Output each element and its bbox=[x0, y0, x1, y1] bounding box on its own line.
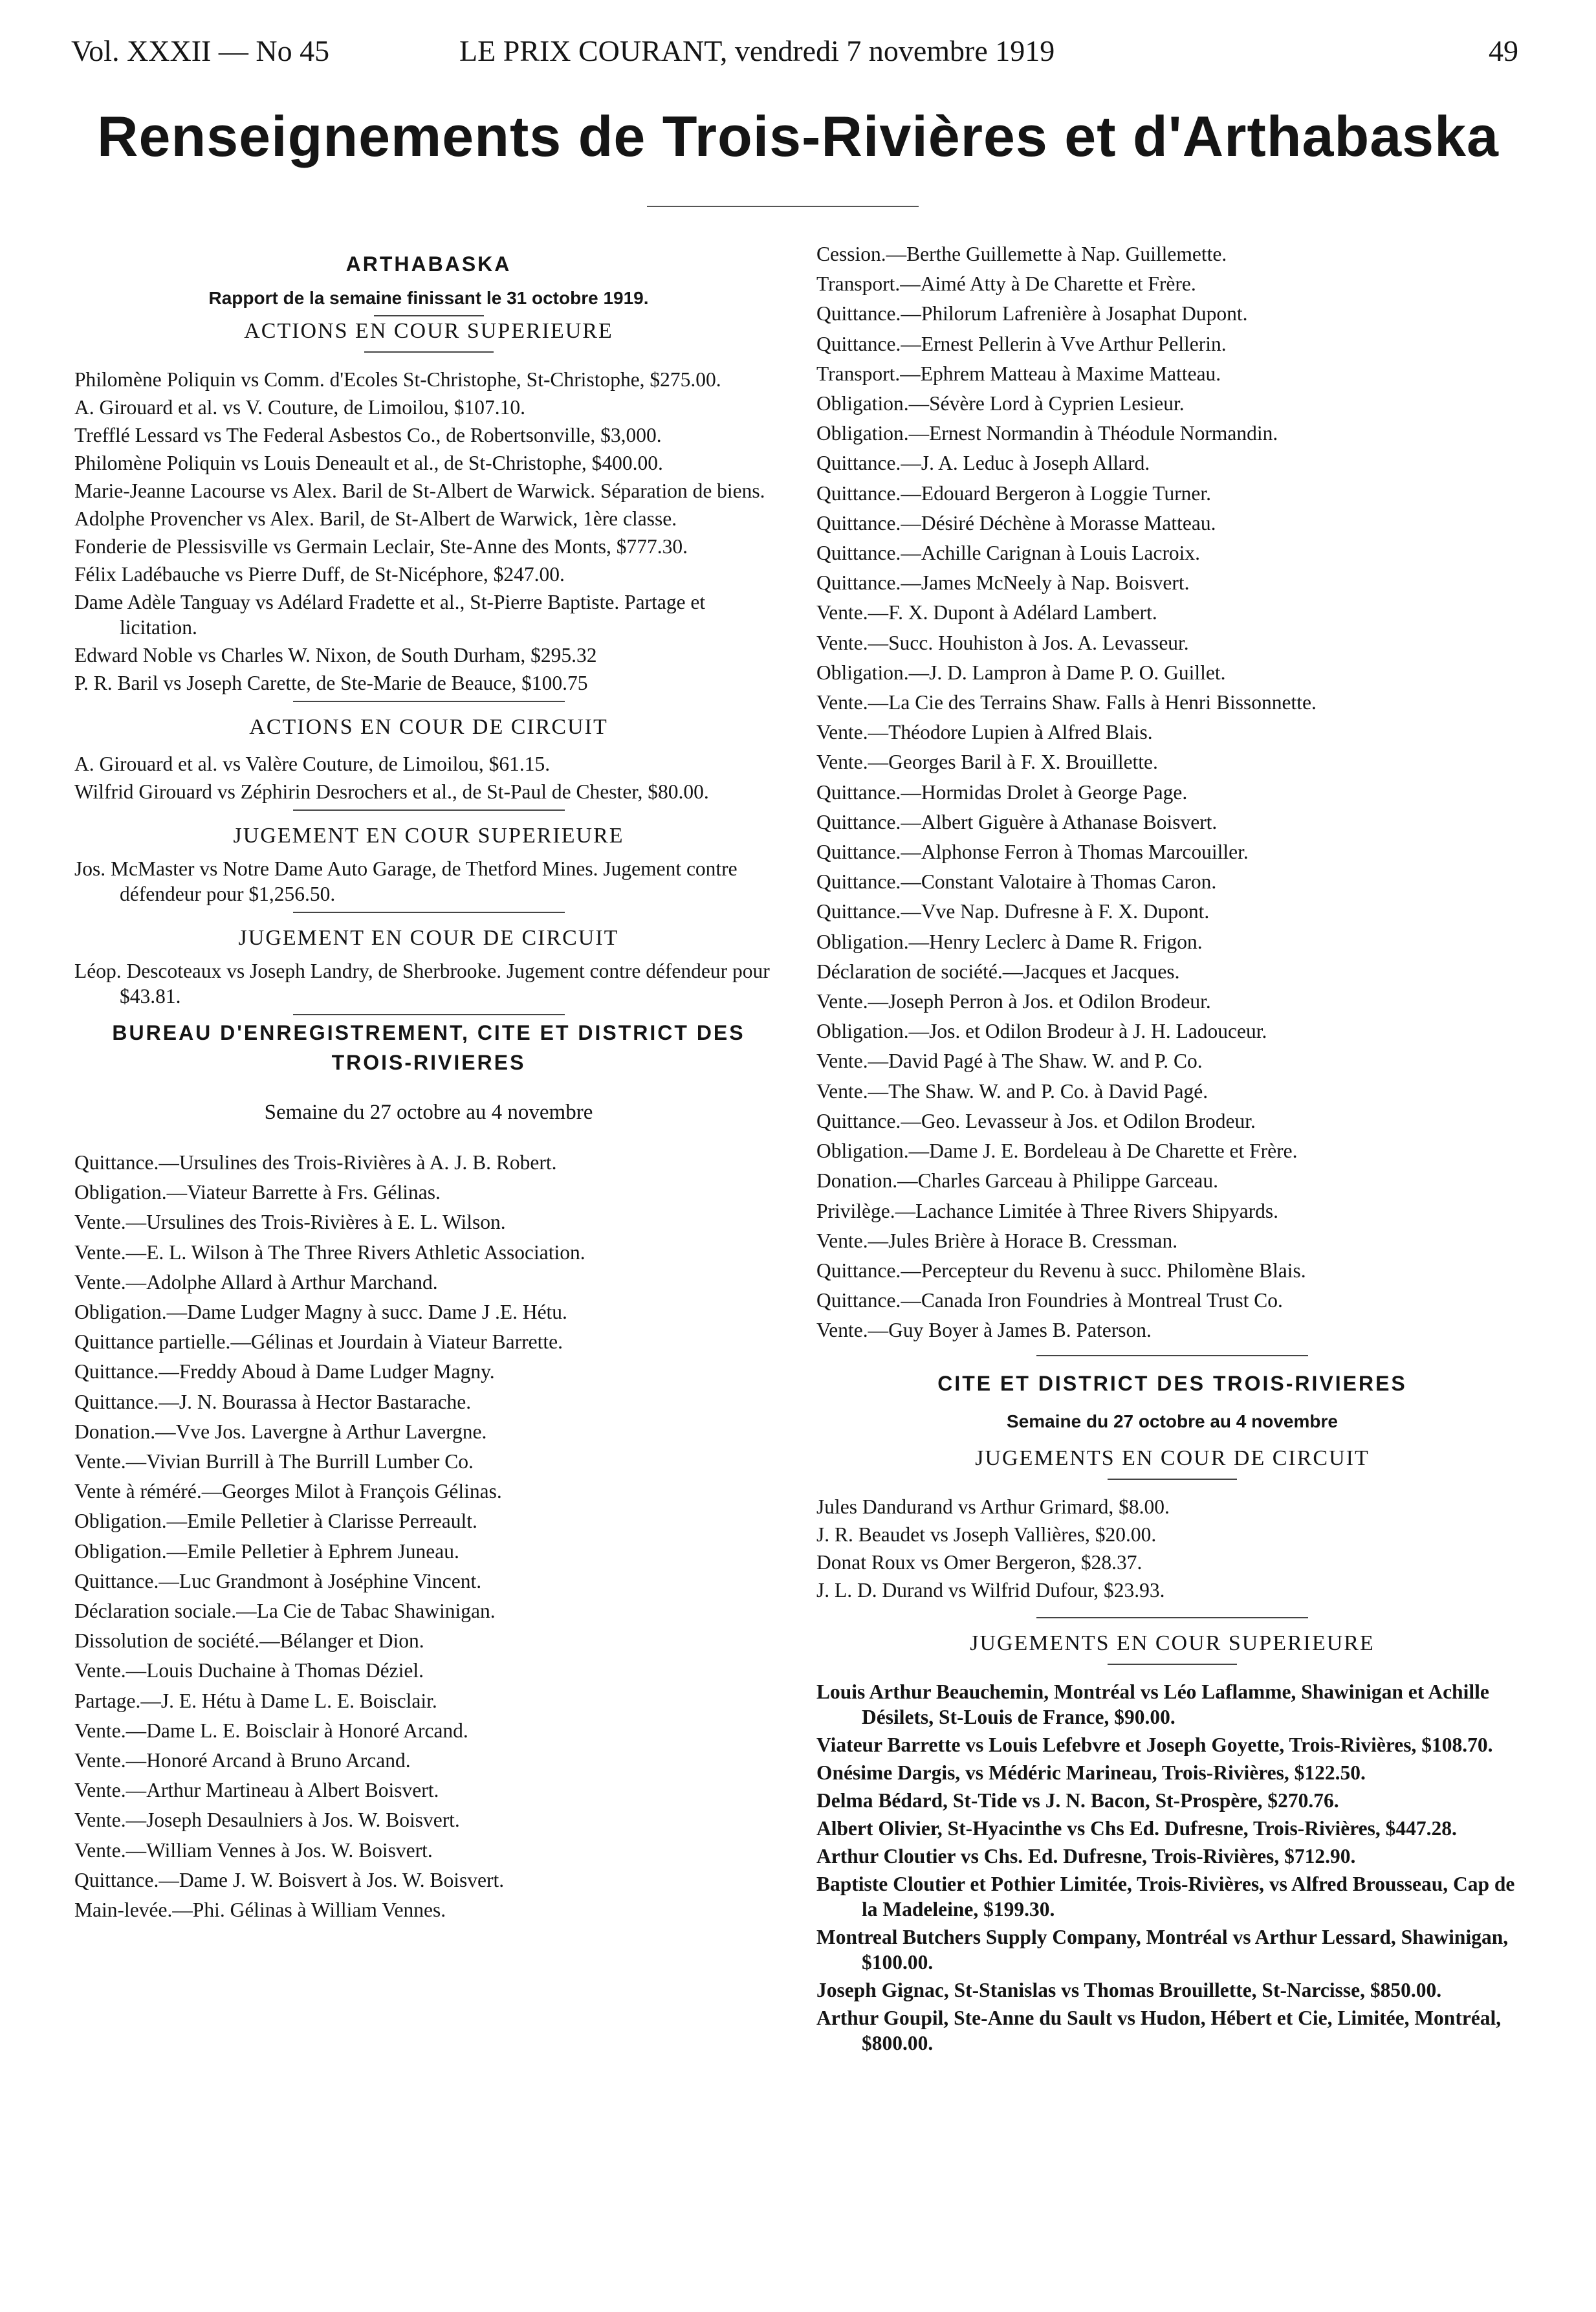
list-item: Jules Dandurand vs Arthur Grimard, $8.00. bbox=[816, 1495, 1170, 1518]
list-item: Delma Bédard, St-Tide vs J. N. Bacon, St-Prospère, $270.76. bbox=[816, 1789, 1339, 1812]
registry-entry: Quittance.—Freddy Aboud à Dame Ludger Magny. bbox=[74, 1360, 495, 1383]
cite-sup-heading: JUGEMENTS EN COUR SUPERIEURE bbox=[970, 1631, 1375, 1655]
registry-entry: Vente.—Georges Baril à F. X. Brouillette. bbox=[816, 751, 1158, 774]
registry-entry: Quittance.—Hormidas Drolet à George Page. bbox=[816, 780, 1188, 804]
registry-entry: Quittance.—Désiré Déchène à Morasse Matteau. bbox=[816, 511, 1216, 534]
registry-entry: Quittance.—Dame J. W. Boisvert à Jos. W. Boisvert. bbox=[74, 1868, 505, 1891]
registry-entry: Obligation.—Henry Leclerc à Dame R. Frigon. bbox=[816, 930, 1203, 953]
list-item: Arthur Goupil, Ste-Anne du Sault vs Hudon, Hébert et Cie, Limitée, Montréal, $800.00. bbox=[816, 2006, 1502, 2054]
registry-entry: Vente.—Louis Duchaine à Thomas Déziel. bbox=[74, 1659, 424, 1682]
list-item: P. R. Baril vs Joseph Carette, de Ste-Marie de Beauce, $100.75 bbox=[74, 672, 588, 694]
list-item: Philomène Poliquin vs Comm. d'Ecoles St-Christophe, St-Christophe, $275.00. bbox=[74, 368, 721, 391]
registry-entry: Donation.—Charles Garceau à Philippe Garceau. bbox=[816, 1169, 1219, 1193]
registry-entry: Quittance.—James McNeely à Nap. Boisvert. bbox=[816, 571, 1190, 595]
registry-entry: Obligation.—J. D. Lampron à Dame P. O. Guillet. bbox=[816, 661, 1226, 684]
cite-week: Semaine du 27 octobre au 4 novembre bbox=[1007, 1411, 1338, 1431]
registry-entry: Obligation.—Emile Pelletier à Clarisse Perreault. bbox=[74, 1510, 477, 1533]
divider bbox=[364, 351, 494, 353]
registry-entry: Vente.—Adolphe Allard à Arthur Marchand. bbox=[74, 1270, 438, 1294]
title-divider bbox=[647, 206, 919, 207]
list-item: Joseph Gignac, St-Stanislas vs Thomas Brouillette, St-Narcisse, $850.00. bbox=[816, 1978, 1442, 2001]
page-title: Renseignements de Trois-Rivières et d'Arthabaska bbox=[96, 104, 1499, 168]
registry-entry: Quittance.—Ursulines des Trois-Rivières à A. J. B. Robert. bbox=[74, 1151, 557, 1174]
registry-entry: Obligation.—Dame Ludger Magny à succ. Dame J .E. Hétu. bbox=[74, 1301, 567, 1324]
bureau-list-left bbox=[74, 1148, 783, 1925]
running-header bbox=[71, 34, 1518, 79]
registry-entry: Obligation.—Dame J. E. Bordeleau à De Charette et Frère. bbox=[816, 1139, 1298, 1163]
registry-entry: Quittance.—Vve Nap. Dufresne à F. X. Dupont. bbox=[816, 900, 1210, 923]
registry-entry: Quittance.—Canada Iron Foundries à Montreal Trust Co. bbox=[816, 1289, 1283, 1312]
cite-circ-heading: JUGEMENTS EN COUR DE CIRCUIT bbox=[975, 1446, 1370, 1470]
list-item: A. Girouard et al. vs V. Couture, de Limoilou, $107.10. bbox=[74, 396, 526, 419]
registry-entry: Vente.—William Vennes à Jos. W. Boisvert. bbox=[74, 1838, 433, 1862]
list-item: J. R. Beaudet vs Joseph Vallières, $20.00. bbox=[816, 1523, 1157, 1546]
registry-entry: Vente.—E. L. Wilson à The Three Rivers Athletic Association. bbox=[74, 1240, 585, 1264]
registry-entry: Quittance.—Ernest Pellerin à Vve Arthur Pellerin. bbox=[816, 332, 1227, 355]
divider bbox=[293, 1014, 565, 1015]
actions-sup-list bbox=[74, 367, 783, 696]
actions-sup-heading: ACTIONS EN COUR SUPERIEURE bbox=[244, 319, 613, 343]
list-item: J. L. D. Durand vs Wilfrid Dufour, $23.93. bbox=[816, 1578, 1165, 1602]
list-item: Trefflé Lessard vs The Federal Asbestos Co., de Robertsonville, $3,000. bbox=[74, 424, 662, 446]
registry-entry: Quittance.—Constant Valotaire à Thomas Caron. bbox=[816, 870, 1217, 894]
registry-entry: Main-levée.—Phi. Gélinas à William Vennes. bbox=[74, 1899, 446, 1922]
publication-line: LE PRIX COURANT, vendredi 7 novembre 1919 bbox=[459, 34, 1055, 67]
arthabaska-heading: ARTHABASKA bbox=[345, 252, 512, 276]
registry-entry: Vente.—Jules Brière à Horace B. Cressman. bbox=[816, 1229, 1178, 1252]
registry-entry: Obligation.—Emile Pelletier à Ephrem Juneau. bbox=[74, 1539, 459, 1563]
cite-heading: CITE ET DISTRICT DES TROIS-RIVIERES bbox=[937, 1371, 1407, 1395]
cite-circ-list bbox=[816, 1494, 1528, 1603]
left-column bbox=[74, 239, 783, 2284]
registry-entry: Vente.—Arthur Martineau à Albert Boisvert. bbox=[74, 1779, 439, 1802]
list-item: Viateur Barrette vs Louis Lefebvre et Joseph Goyette, Trois-Rivières, $108.70. bbox=[816, 1733, 1493, 1756]
list-item: Montreal Butchers Supply Company, Montréal vs Arthur Lessard, Shawinigan, $100.00. bbox=[816, 1925, 1509, 1974]
arthabaska-report: Rapport de la semaine finissant le 31 octobre 1919. bbox=[208, 288, 649, 308]
registry-entry: Vente.—The Shaw. W. and P. Co. à David Pagé. bbox=[816, 1079, 1208, 1103]
list-item: A. Girouard et al. vs Valère Couture, de Limoilou, $61.15. bbox=[74, 753, 551, 775]
jugement-circ-heading: JUGEMENT EN COUR DE CIRCUIT bbox=[238, 926, 619, 950]
jugement-sup-heading: JUGEMENT EN COUR SUPERIEURE bbox=[233, 824, 624, 848]
list-item: Louis Arthur Beauchemin, Montréal vs Léo Laflamme, Shawinigan et Achille Désilets, St-Louis de France, $90.00. bbox=[816, 1680, 1489, 1728]
list-item: Adolphe Provencher vs Alex. Baril, de St-Albert de Warwick, 1ère classe. bbox=[74, 507, 677, 530]
registry-entry: Cession.—Berthe Guillemette à Nap. Guillemette. bbox=[816, 243, 1227, 265]
registry-entry: Partage.—J. E. Hétu à Dame L. E. Boisclair. bbox=[74, 1689, 437, 1712]
registry-entry: Transport.—Aimé Atty à De Charette et Frère. bbox=[816, 272, 1196, 296]
registry-entry: Vente.—Dame L. E. Boisclair à Honoré Arcand. bbox=[74, 1719, 468, 1742]
registry-entry: Quittance.—Luc Grandmont à Joséphine Vincent. bbox=[74, 1569, 482, 1592]
registry-entry: Obligation.—Viateur Barrette à Frs. Gélinas. bbox=[74, 1181, 441, 1204]
registry-entry: Quittance.—Edouard Bergeron à Loggie Turner. bbox=[816, 481, 1212, 505]
registry-entry: Privilège.—Lachance Limitée à Three Rivers Shipyards. bbox=[816, 1199, 1279, 1222]
registry-entry: Donation.—Vve Jos. Lavergne à Arthur Lavergne. bbox=[74, 1420, 487, 1443]
cite-sup-list bbox=[816, 1679, 1528, 2056]
registry-entry: Vente à réméré.—Georges Milot à François Gélinas. bbox=[74, 1480, 502, 1503]
divider bbox=[1108, 1664, 1237, 1665]
registry-entry: Déclaration de société.—Jacques et Jacques. bbox=[816, 960, 1180, 983]
bureau-heading: BUREAU D'ENREGISTREMENT, CITE ET DISTRICT DES TROIS-RIVIERES bbox=[112, 1021, 745, 1074]
list-item: Fonderie de Plessisville vs Germain Leclair, Ste-Anne des Monts, $777.30. bbox=[74, 535, 688, 558]
divider bbox=[374, 315, 484, 316]
registry-entry: Quittance partielle.—Gélinas et Jourdain à Viateur Barrette. bbox=[74, 1330, 563, 1354]
registry-entry: Obligation.—Sévère Lord à Cyprien Lesieur. bbox=[816, 392, 1185, 415]
jugement-circ-list bbox=[74, 958, 783, 1009]
divider bbox=[293, 912, 565, 913]
list-item: Dame Adèle Tanguay vs Adélard Fradette et al., St-Pierre Baptiste. Partage et licitation. bbox=[74, 591, 706, 639]
divider bbox=[1108, 1479, 1237, 1480]
list-item: Onésime Dargis, vs Médéric Marineau, Trois-Rivières, $122.50. bbox=[816, 1761, 1366, 1784]
divider bbox=[1036, 1355, 1308, 1356]
registry-entry: Quittance.—J. N. Bourassa à Hector Bastarache. bbox=[74, 1390, 472, 1413]
divider bbox=[293, 701, 565, 702]
bureau-list-right bbox=[816, 239, 1528, 1346]
registry-entry: Vente.—Joseph Perron à Jos. et Odilon Brodeur. bbox=[816, 990, 1211, 1013]
registry-entry: Vente.—F. X. Dupont à Adélard Lambert. bbox=[816, 601, 1157, 624]
list-item: Léop. Descoteaux vs Joseph Landry, de Sherbrooke. Jugement contre défendeur pour $43.81. bbox=[74, 960, 770, 1007]
list-item: Félix Ladébauche vs Pierre Duff, de St-Nicéphore, $247.00. bbox=[74, 563, 565, 586]
registry-entry: Vente.—Succ. Houhiston à Jos. A. Levasseur. bbox=[816, 631, 1189, 654]
list-item: Jos. McMaster vs Notre Dame Auto Garage, de Thetford Mines. Jugement contre défendeur pour $1,256.50. bbox=[74, 857, 738, 905]
registry-entry: Quittance.—J. A. Leduc à Joseph Allard. bbox=[816, 452, 1150, 475]
registry-entry: Quittance.—Alphonse Ferron à Thomas Marcouiller. bbox=[816, 841, 1249, 864]
registry-entry: Quittance.—Percepteur du Revenu à succ. Philomène Blais. bbox=[816, 1259, 1306, 1282]
list-item: Wilfrid Girouard vs Zéphirin Desrochers et al., de St-Paul de Chester, $80.00. bbox=[74, 780, 709, 803]
registry-entry: Vente.—Théodore Lupien à Alfred Blais. bbox=[816, 721, 1153, 744]
registry-entry: Quittance.—Philorum Lafrenière à Josaphat Dupont. bbox=[816, 302, 1248, 325]
actions-circ-heading: ACTIONS EN COUR DE CIRCUIT bbox=[249, 715, 608, 739]
registry-entry: Déclaration sociale.—La Cie de Tabac Shawinigan. bbox=[74, 1600, 496, 1623]
registry-entry: Vente.—La Cie des Terrains Shaw. Falls à Henri Bissonnette. bbox=[816, 691, 1317, 714]
divider bbox=[1036, 1617, 1308, 1618]
list-item: Edward Noble vs Charles W. Nixon, de South Durham, $295.32 bbox=[74, 644, 597, 666]
actions-circ-list bbox=[74, 751, 783, 804]
registry-entry: Quittance.—Geo. Levasseur à Jos. et Odilon Brodeur. bbox=[816, 1109, 1256, 1132]
divider bbox=[293, 809, 565, 811]
registry-entry: Obligation.—Ernest Normandin à Théodule Normandin. bbox=[816, 422, 1278, 445]
list-item: Arthur Cloutier vs Chs. Ed. Dufresne, Trois-Rivières, $712.90. bbox=[816, 1844, 1356, 1867]
page-number: 49 bbox=[1489, 34, 1518, 67]
list-item: Albert Olivier, St-Hyacinthe vs Chs Ed. Dufresne, Trois-Rivières, $447.28. bbox=[816, 1816, 1457, 1840]
list-item: Philomène Poliquin vs Louis Deneault et al., de St-Christophe, $400.00. bbox=[74, 452, 663, 474]
list-item: Marie-Jeanne Lacourse vs Alex. Baril de St-Albert de Warwick. Séparation de biens. bbox=[74, 479, 765, 502]
registry-entry: Transport.—Ephrem Matteau à Maxime Matteau. bbox=[816, 362, 1221, 385]
registry-entry: Quittance.—Albert Giguère à Athanase Boisvert. bbox=[816, 810, 1218, 833]
list-item: Baptiste Cloutier et Pothier Limitée, Trois-Rivières, vs Alfred Brousseau, Cap de la Madeleine, $199.30. bbox=[816, 1872, 1515, 1921]
registry-entry: Obligation.—Jos. et Odilon Brodeur à J. H. Ladouceur. bbox=[816, 1020, 1267, 1043]
right-column bbox=[816, 239, 1528, 2284]
registry-entry: Vente.—Ursulines des Trois-Rivières à E. L. Wilson. bbox=[74, 1211, 506, 1234]
registry-entry: Vente.—Guy Boyer à James B. Paterson. bbox=[816, 1319, 1152, 1342]
registry-entry: Vente.—Joseph Desaulniers à Jos. W. Boisvert. bbox=[74, 1809, 460, 1832]
registry-entry: Dissolution de société.—Bélanger et Dion. bbox=[74, 1629, 424, 1653]
registry-entry: Vente.—Vivian Burrill à The Burrill Lumber Co. bbox=[74, 1450, 474, 1473]
jugement-sup-list bbox=[74, 856, 783, 907]
volume-number: Vol. XXXII — No 45 bbox=[71, 34, 330, 67]
registry-entry: Vente.—David Pagé à The Shaw. W. and P. Co. bbox=[816, 1050, 1203, 1073]
registry-entry: Vente.—Honoré Arcand à Bruno Arcand. bbox=[74, 1749, 411, 1772]
list-item: Donat Roux vs Omer Bergeron, $28.37. bbox=[816, 1550, 1142, 1574]
bureau-week: Semaine du 27 octobre au 4 novembre bbox=[264, 1101, 593, 1124]
registry-entry: Quittance.—Achille Carignan à Louis Lacroix. bbox=[816, 542, 1201, 565]
